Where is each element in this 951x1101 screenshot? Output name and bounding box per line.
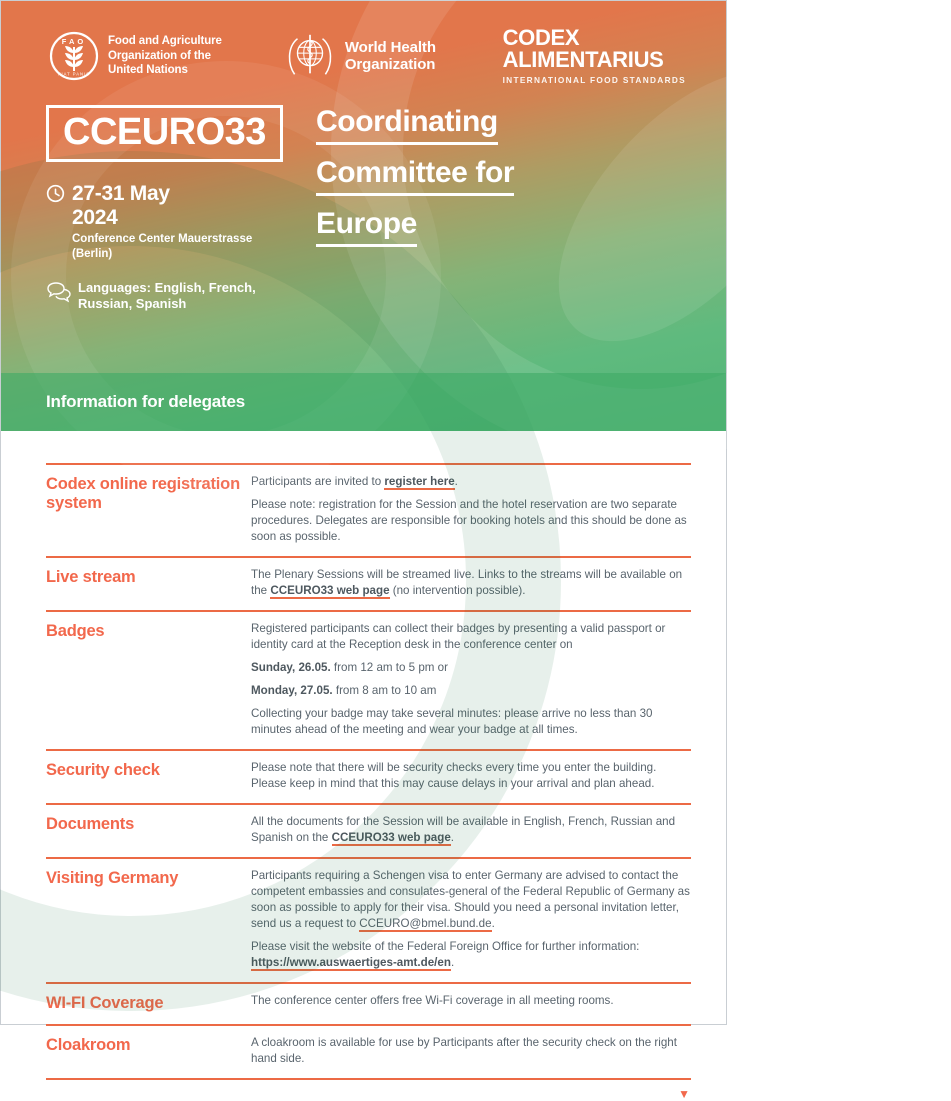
session-dates bbox=[72, 182, 252, 230]
row-body bbox=[251, 866, 691, 971]
row-body bbox=[251, 991, 691, 1013]
logos-row bbox=[1, 1, 726, 85]
row-paragraph bbox=[251, 497, 691, 545]
register-here-link[interactable]: register here bbox=[384, 475, 455, 488]
who-text-line: World Health bbox=[344, 38, 436, 56]
row-paragraph bbox=[251, 868, 691, 932]
row-label: Security check bbox=[46, 760, 160, 779]
fao-logo-group bbox=[49, 31, 222, 81]
row-label: Cloakroom bbox=[46, 1036, 131, 1055]
info-rows bbox=[46, 463, 691, 1080]
body-text: . bbox=[454, 475, 458, 488]
body-text: A cloakroom is available for use by Participants after the security check on the right hand side. bbox=[251, 1036, 677, 1066]
info-row bbox=[46, 982, 691, 1024]
venue bbox=[72, 232, 252, 262]
fao-text-line: United Nations bbox=[108, 64, 188, 77]
who-logo-icon bbox=[284, 30, 336, 82]
fao-logo-text bbox=[108, 34, 222, 78]
title-line: Europe bbox=[316, 209, 417, 247]
body-text: Participants requiring a Schengen visa to enter Germany are advised to contact the competent embassies and consulates-general of the Federal Republic of Germany as soon as possible to apply for their visa. Should you need a personal invitation letter, send us a request to bbox=[251, 868, 690, 930]
row-paragraph bbox=[251, 567, 691, 599]
date-range: 27-31 May bbox=[72, 181, 170, 205]
who-text-line: Organization bbox=[344, 55, 436, 73]
venue-line: Conference Center Mauerstrasse bbox=[72, 233, 253, 246]
info-row bbox=[46, 1024, 691, 1080]
body-text: (no intervention possible). bbox=[389, 583, 526, 597]
cceuro33-web-page-link[interactable]: CCEURO33 web page bbox=[331, 830, 451, 844]
page-title bbox=[316, 104, 515, 247]
row-label: Codex online registration system bbox=[46, 475, 240, 513]
section-band bbox=[1, 373, 726, 431]
body-text: All the documents for the Session will be available in English, French, Russian and Spanish on the bbox=[251, 814, 676, 844]
info-row bbox=[46, 857, 691, 982]
date-block bbox=[46, 182, 316, 262]
languages-line: Russian, Spanish bbox=[78, 296, 187, 312]
cceuro33-web-page-link[interactable]: CCEURO33 web page bbox=[270, 583, 390, 597]
bold-text: Sunday, 26.05. bbox=[251, 660, 331, 674]
body-text: Please visit the website of the Federal Foreign Office for further information: bbox=[251, 939, 640, 953]
fao-text-line: Organization of the bbox=[108, 49, 211, 62]
row-body bbox=[251, 812, 691, 846]
hero-header bbox=[1, 1, 726, 431]
hero-main bbox=[1, 85, 726, 313]
languages-text bbox=[78, 280, 256, 313]
svg-text:FIAT PANIS: FIAT PANIS bbox=[57, 71, 91, 77]
row-paragraph bbox=[251, 993, 691, 1009]
venue-line: (Berlin) bbox=[72, 248, 113, 261]
row-label: Visiting Germany bbox=[46, 868, 179, 887]
cceuro-email-link[interactable]: CCEURO@bmel.bund.de bbox=[359, 916, 492, 930]
row-paragraph bbox=[251, 814, 691, 846]
codex-tagline: INTERNATIONAL FOOD STANDARDS bbox=[502, 74, 686, 85]
svg-text:FAO: FAO bbox=[61, 36, 87, 46]
body-text: Participants are invited to bbox=[251, 475, 385, 488]
body-text: . bbox=[491, 916, 495, 930]
down-arrow-indicator: ▼ bbox=[678, 1087, 690, 1101]
row-paragraph bbox=[251, 621, 691, 653]
row-label: Badges bbox=[46, 621, 105, 640]
date-year: 2024 bbox=[72, 206, 118, 230]
session-code-badge: CCEURO33 bbox=[46, 105, 283, 162]
federal-foreign-office-link[interactable]: https://www.auswaertiges-amt.de/en bbox=[251, 955, 451, 969]
title-line: Coordinating bbox=[316, 107, 498, 145]
row-body bbox=[251, 472, 691, 545]
codex-line: ALIMENTARIUS bbox=[502, 47, 664, 73]
body-text: from 8 am to 10 am bbox=[332, 683, 437, 697]
codex-alimentarius-logo bbox=[503, 27, 686, 85]
row-paragraph bbox=[251, 706, 691, 738]
codex-line: CODEX bbox=[502, 25, 580, 50]
body-text: Registered participants can collect their badges by presenting a valid passport or identity card at the Reception desk in the conference center on bbox=[251, 621, 666, 651]
row-label: WI-FI Coverage bbox=[46, 993, 164, 1012]
band-title: Information for delegates bbox=[46, 392, 246, 411]
info-row bbox=[46, 556, 691, 610]
body-text: Collecting your badge may take several minutes: please arrive no less than 30 minutes ahead of the meeting and wear your badge at all times. bbox=[251, 706, 653, 736]
row-paragraph bbox=[251, 760, 691, 792]
who-logo-text bbox=[345, 39, 436, 74]
row-paragraph bbox=[251, 939, 691, 971]
row-paragraph bbox=[251, 683, 691, 699]
row-body bbox=[251, 565, 691, 599]
row-body bbox=[251, 1033, 691, 1067]
title-line: Committee for bbox=[316, 158, 514, 196]
page-footer bbox=[1, 1080, 726, 1100]
hero-left-column bbox=[46, 105, 316, 313]
row-paragraph bbox=[251, 660, 691, 676]
info-row bbox=[46, 803, 691, 857]
row-paragraph bbox=[251, 474, 691, 490]
body-text: Please note that there will be security checks every time you enter the building. Please keep in mind that this may cause delays in your arrival and plan ahead. bbox=[251, 760, 657, 790]
body-text: Please note: registration for the Session and the hotel reservation are two separate procedures. Delegates are responsible for booking hotels and this should be done as soon as possible. bbox=[251, 497, 687, 543]
info-row bbox=[46, 463, 691, 556]
info-row bbox=[46, 749, 691, 803]
body-text: The conference center offers free Wi-Fi coverage in all meeting rooms. bbox=[251, 993, 614, 1007]
row-body bbox=[251, 619, 691, 738]
fao-logo-icon bbox=[49, 31, 99, 81]
info-row bbox=[46, 610, 691, 749]
body-text: . bbox=[450, 955, 455, 969]
speech-bubbles-icon bbox=[46, 281, 72, 303]
row-paragraph bbox=[251, 1035, 691, 1067]
who-logo-group bbox=[284, 30, 436, 82]
body-text: . bbox=[450, 830, 454, 844]
bold-text: Monday, 27.05. bbox=[251, 683, 333, 697]
languages-line: Languages: English, French, bbox=[78, 280, 256, 296]
row-body bbox=[251, 758, 691, 792]
languages-block bbox=[46, 280, 316, 313]
body-text: from 12 am to 5 pm or bbox=[330, 660, 448, 674]
fao-text-line: Food and Agriculture bbox=[108, 34, 222, 47]
clock-icon bbox=[46, 184, 65, 203]
hero-right-column bbox=[316, 105, 514, 313]
row-label: Documents bbox=[46, 814, 135, 833]
row-label: Live stream bbox=[46, 567, 136, 586]
body-text: The Plenary Sessions will be streamed live. Links to the streams will be available on the bbox=[251, 567, 683, 597]
